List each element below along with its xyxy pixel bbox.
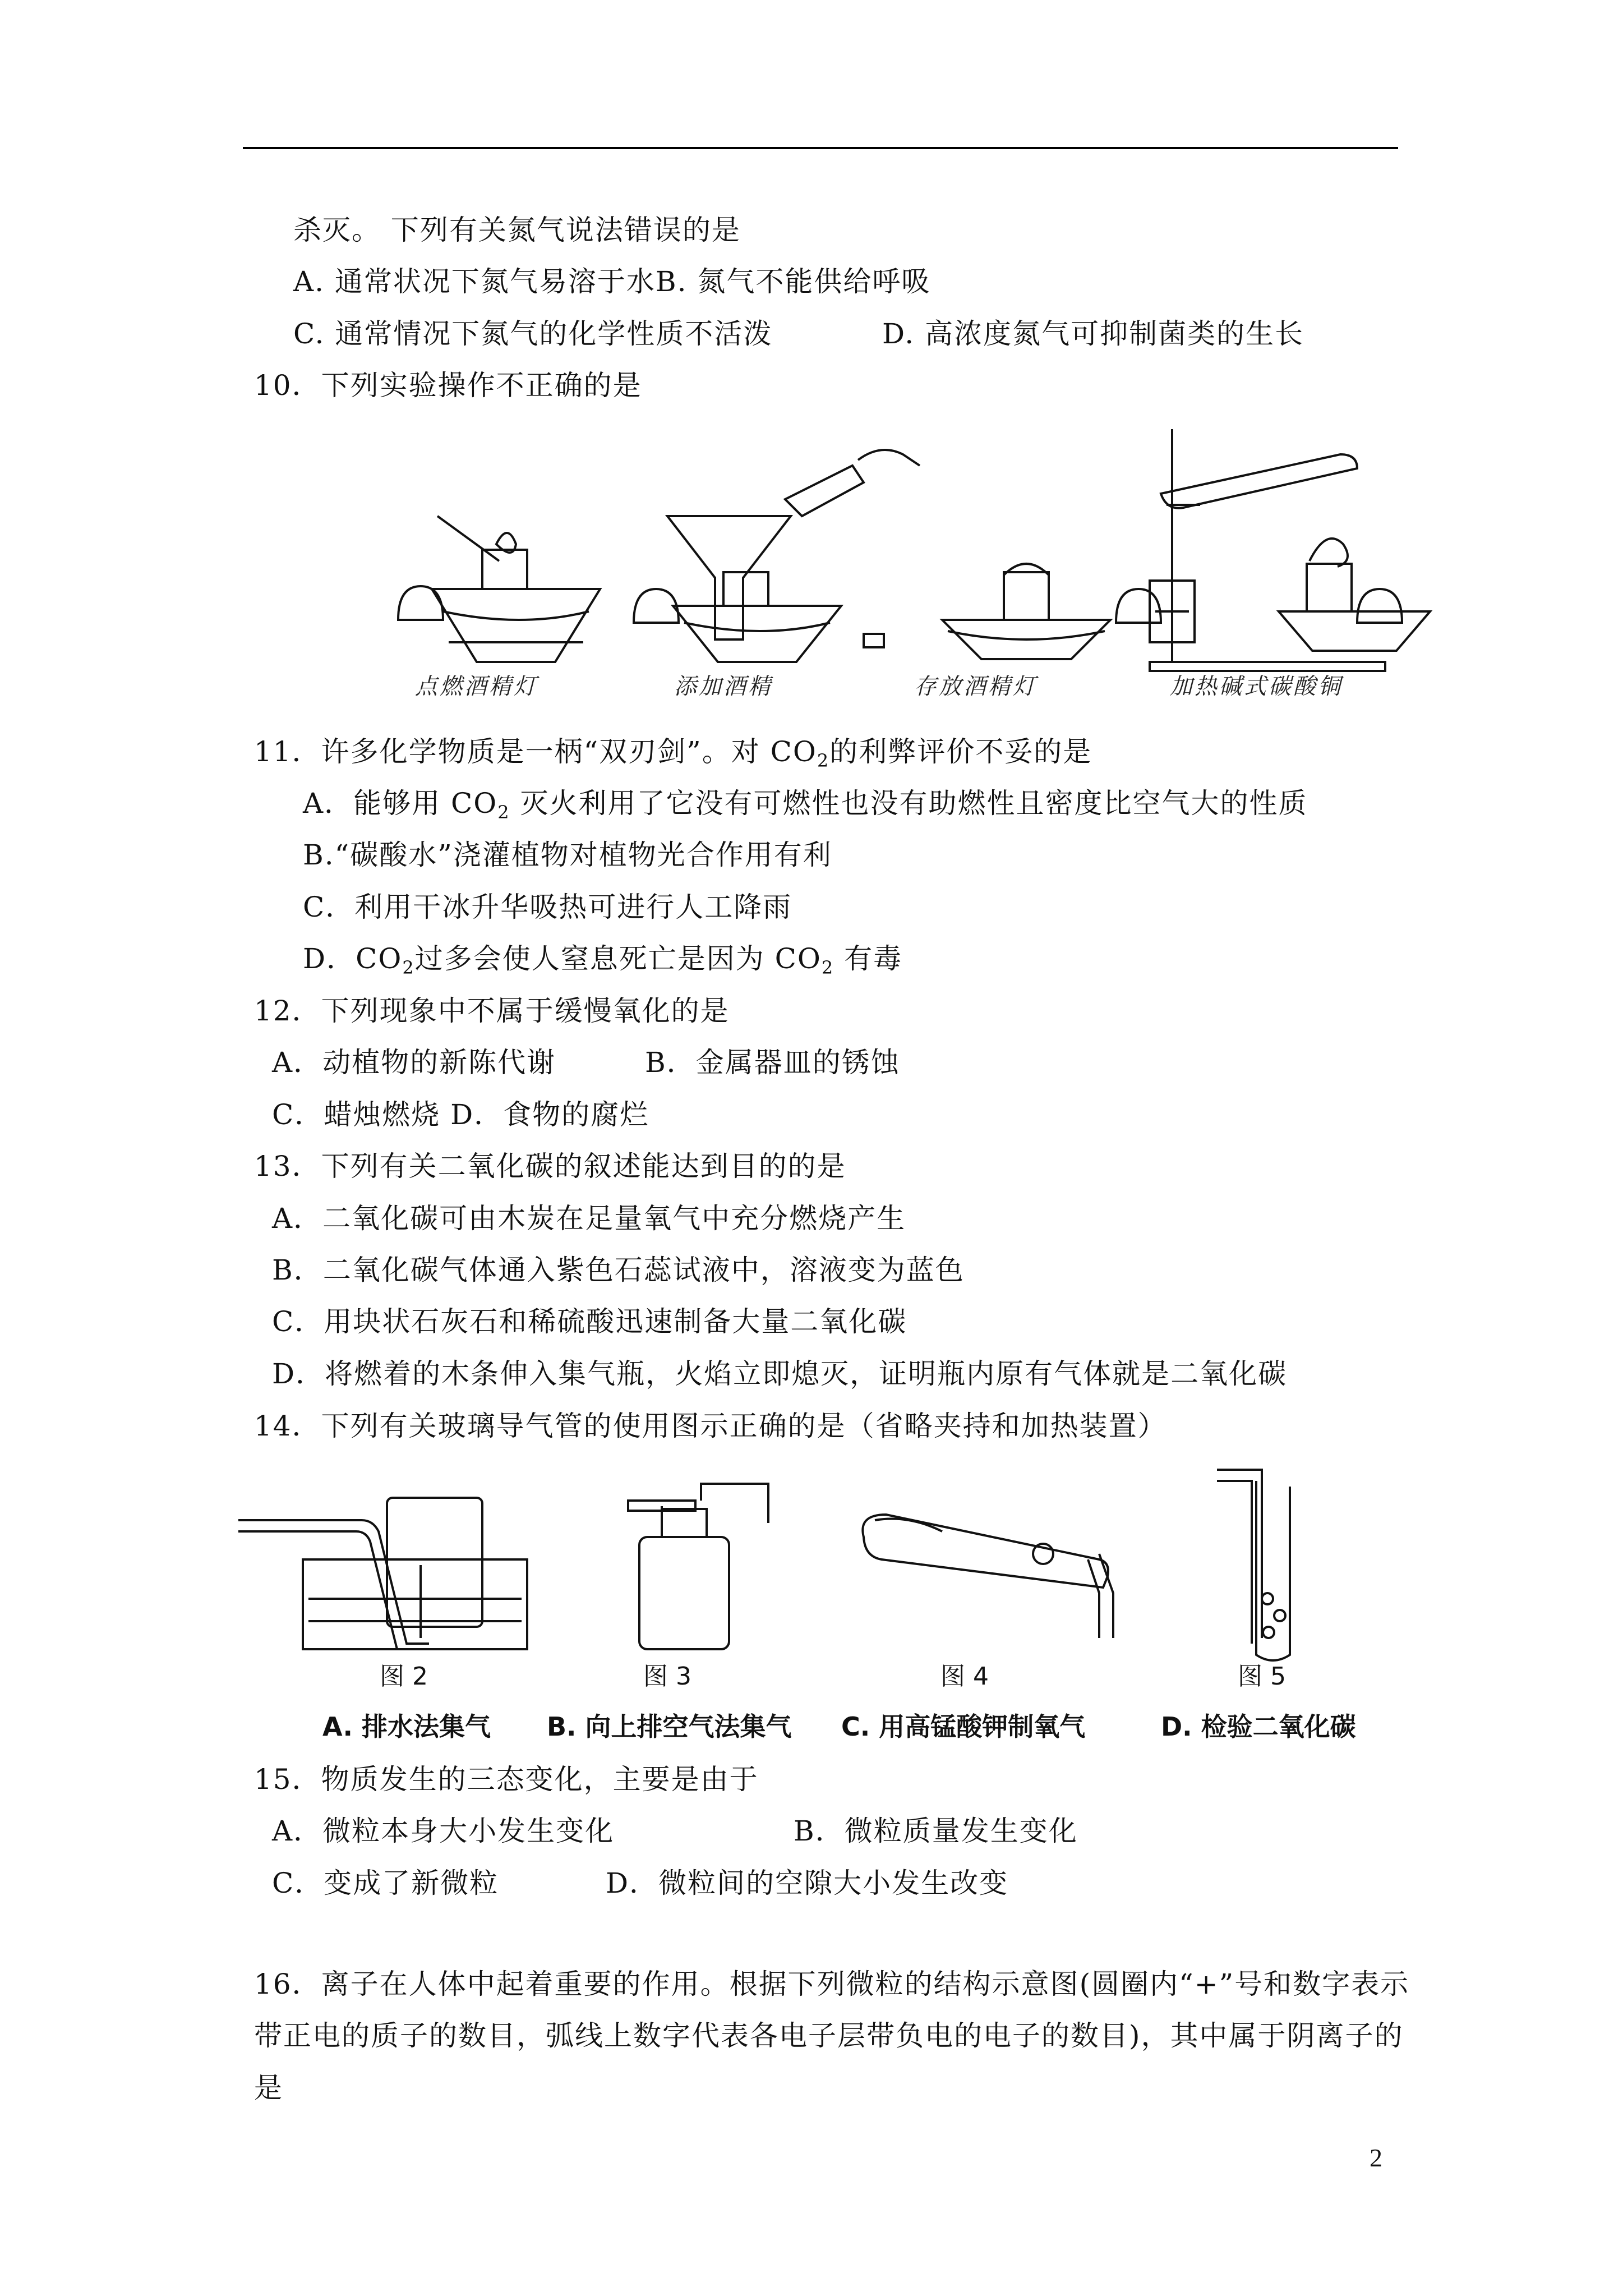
q11-option-b: B.“碳酸水”浇灌植物对植物光合作用有利: [303, 839, 832, 871]
q11-option-c: C．利用干冰升华吸热可进行人工降雨: [303, 891, 792, 923]
q15-stem: 15．物质发生的三态变化，主要是由于: [254, 1763, 759, 1796]
caption-lighting-lamp: 点燃酒精灯: [415, 674, 538, 700]
caption-storing-lamp: 存放酒精灯: [914, 674, 1038, 700]
q11-option-a: A．能够用 $CO_2$ 灭火利用了它没有可燃性也没有助燃性且密度比空气大的性质: [303, 787, 1308, 823]
q13-option-a: A．二氧化碳可由木炭在足量氧气中充分燃烧产生: [272, 1202, 906, 1235]
fig4-label: 图 4: [940, 1662, 989, 1691]
fig5-label: 图 5: [1238, 1662, 1286, 1691]
q9-option-d: D. 高浓度氮气可抑制菌类的生长: [882, 318, 1304, 350]
q13-option-b: B．二氧化碳气体通入紫色石蕊试液中，溶液变为蓝色: [272, 1254, 965, 1286]
q13-stem: 13．下列有关二氧化碳的叙述能达到目的的是: [254, 1150, 846, 1182]
fig3-label: 图 3: [643, 1662, 691, 1691]
q12-option-cd: C．蜡烛燃烧 D．食物的腐烂: [272, 1098, 649, 1131]
q15-option-d: D．微粒间的空隙大小发生改变: [606, 1867, 1009, 1899]
test-tube-heating-illustration: [863, 1515, 1113, 1638]
page-number: 2: [1370, 2143, 1382, 2172]
q16-line2: 带正电的质子的数目，弧线上数字代表各电子层带负电的电子的数目)，其中属于阴离子的: [254, 2019, 1404, 2052]
caption-heating: 加热碱式碳酸铜: [1170, 674, 1343, 700]
lighting-lamp-illustration: [398, 516, 600, 662]
header-rule: [243, 147, 1398, 149]
q15-option-b: B．微粒质量发生变化: [794, 1815, 1078, 1847]
q9-stem: 杀灭。 下列有关氮气说法错误的是: [293, 214, 741, 246]
adding-alcohol-illustration: [634, 450, 920, 662]
q15-option-a: A．微粒本身大小发生变化: [272, 1815, 615, 1847]
q14-option-d: D. 检验二氧化碳: [1161, 1711, 1356, 1742]
q10-stem: 10．下列实验操作不正确的是: [254, 369, 642, 402]
q16-line1: 16．离子在人体中起着重要的作用。根据下列微粒的结构示意图(圆圈内“+”号和数字表示: [254, 1968, 1410, 2000]
fig2-label: 图 2: [380, 1662, 428, 1691]
q14-stem: 14．下列有关玻璃导气管的使用图示正确的是（省略夹持和加热装置）: [254, 1410, 1167, 1442]
gas-bottle-illustration: [628, 1484, 768, 1649]
heating-apparatus-illustration: [1150, 429, 1430, 671]
storing-lamp-illustration: [942, 564, 1161, 659]
q15-option-c: C．变成了新微粒: [272, 1867, 499, 1899]
q11-option-d: D．$CO_2$过多会使人窒息死亡是因为 $CO_2$ 有毒: [303, 942, 903, 978]
q9-option-c: C. 通常情况下氮气的化学性质不活泼: [293, 318, 773, 350]
caption-adding-alcohol: 添加酒精: [674, 674, 773, 700]
q14-figure: [236, 1458, 1402, 1666]
q16-line3: 是: [254, 2072, 283, 2104]
q13-option-d: D．将燃着的木条伸入集气瓶，火焰立即熄灭，证明瓶内原有气体就是二氧化碳: [272, 1358, 1288, 1390]
q14-option-a: A. 排水法集气: [322, 1711, 491, 1742]
water-displacement-illustration: [238, 1498, 527, 1649]
q13-option-c: C．用块状石灰石和稀硫酸迅速制备大量二氧化碳: [272, 1305, 907, 1338]
co2-test-tube-illustration: [1217, 1470, 1290, 1660]
q14-option-c: C. 用高锰酸钾制氧气: [841, 1711, 1086, 1742]
q14-option-b: B. 向上排空气法集气: [547, 1711, 792, 1742]
q12-stem: 12．下列现象中不属于缓慢氧化的是: [254, 995, 730, 1027]
q12-option-b: B．金属器皿的锈蚀: [645, 1046, 900, 1079]
q12-option-a: A．动植物的新陈代谢: [272, 1046, 556, 1079]
q9-options-ab: A. 通常状况下氮气易溶于水B. 氮气不能供给呼吸: [293, 265, 931, 298]
q11-stem: 11．许多化学物质是一柄“双刃剑”。对 $CO_2$的利弊评价不妥的是: [254, 735, 1092, 771]
